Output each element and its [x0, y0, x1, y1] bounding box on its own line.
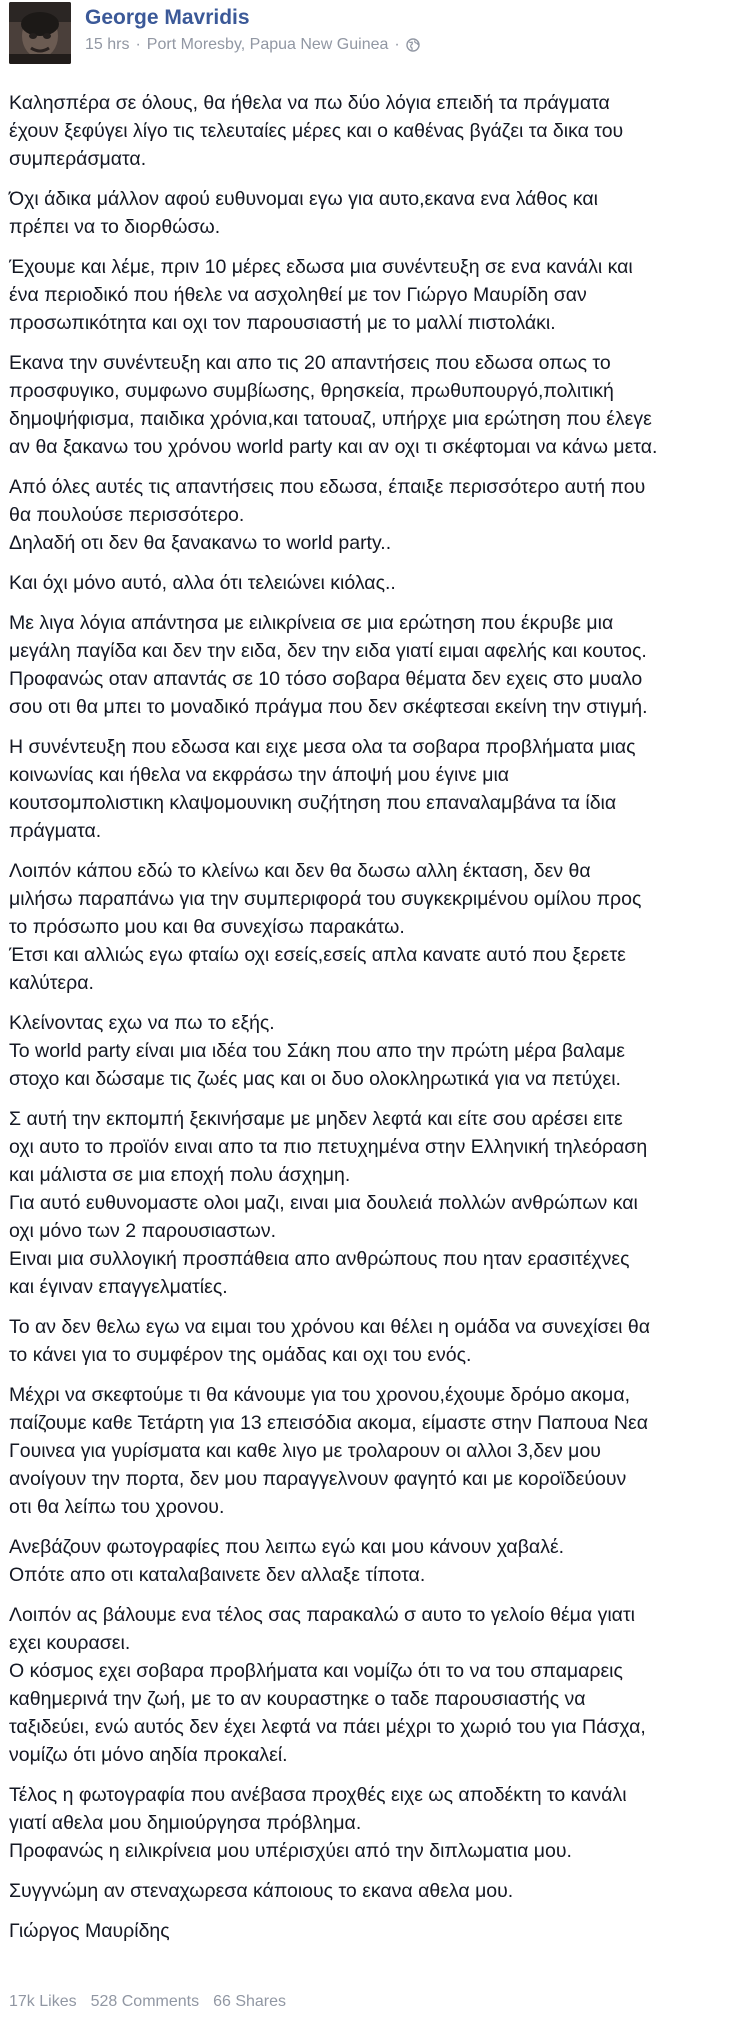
- shares-count[interactable]: 66 Shares: [213, 1993, 287, 2010]
- post-text-line: δημοψήφισμα, παιδικα χρόνια,και τατουαζ, υπήρχε μια ερώτηση που έλεγε: [9, 408, 652, 430]
- post-text-line: Συγγνώμη αν στεναχωρεσα κάποιους το εκανα αθελα μου.: [9, 1880, 514, 1902]
- post-text-line: Το αν δεν θελω εγω να ειμαι του χρόνου και θέλει η ομάδα να συνεχίσει θα: [9, 1316, 651, 1338]
- post-text-line: Μέχρι να σκεφτούμε τι θα κάνουμε για του χρονου,έχουμε δρόμο ακομα,: [9, 1384, 631, 1406]
- post-text-line: Ειναι μια συλλογική προσπάθεια απο ανθρώπους που ηταν ερασιτέχνες: [9, 1248, 630, 1270]
- post-text-line: κοινωνίας και ήθελα να εκφράσω την άποψή μου έγινε μια: [9, 764, 510, 786]
- post-text-line: Όχι άδικα μάλλον αφού ευθυνομαι εγω για αυτο,εκανα ενα λάθος και: [9, 188, 598, 210]
- post-text-line: εχει κουρασει.: [9, 1632, 131, 1654]
- comments-count[interactable]: 528 Comments: [90, 1993, 200, 2010]
- post-paragraph: [9, 1601, 726, 1769]
- post-text-line: Εκανα την συνέντευξη και απο τις 20 απαντήσεις που εδωσα οπως το: [9, 352, 611, 374]
- post-text-line: Γουινεα για γυρίσματα και καθε λιγο με τρολαρουν οι αλλοι 3,δεν μου: [9, 1440, 601, 1462]
- post-text-line: γιατί αθελα μου δημιούργησα πρόβλημα.: [9, 1812, 362, 1834]
- post-text-line: θα πουλούσε περισσότερο.: [9, 504, 245, 526]
- post-paragraph: [9, 733, 726, 845]
- post-paragraph: [9, 1105, 726, 1301]
- post-text-line: Έχουμε και λέμε, πριν 10 μέρες εδωσα μια συνέντευξη σε ενα κανάλι και: [9, 256, 633, 278]
- post-text-line: ανοίγουν την πορτα, δεν μου παραγγελνουν φαγητό και με κοροϊδεύουν: [9, 1468, 627, 1490]
- post-text-line: πρέπει να το διορθώσω.: [9, 216, 221, 238]
- post-paragraph: [9, 1877, 726, 1905]
- post-text-line: Λοιπόν ας βάλουμε ενα τέλος σας παρακαλώ σ αυτο το γελοίο θέμα γιατι: [9, 1604, 635, 1626]
- separator: ·: [394, 36, 400, 53]
- post-body: [9, 89, 726, 1945]
- post-text-line: Ανεβάζουν φωτογραφίες που λειπω εγώ και μου κάνουν χαβαλέ.: [9, 1536, 565, 1558]
- post-text-line: Οπότε απο οτι καταλαβαινετε δεν αλλαξε τίποτα.: [9, 1564, 426, 1586]
- avatar-image: [9, 2, 71, 64]
- post-text-line: Προφανώς οταν απαντάς σε 10 τόσο σοβαρα θέματα δεν εχεις στο μυαλο: [9, 668, 643, 690]
- author-name[interactable]: George Mavridis: [85, 6, 250, 29]
- post-text-line: Για αυτό ευθυνομαστε ολοι μαζι, ειναι μια δουλειά πολλών ανθρώπων και: [9, 1192, 638, 1214]
- post-text-line: Σ αυτή την εκπομπή ξεκινήσαμε με μηδεν λεφτά και είτε σου αρέσει ειτε: [9, 1108, 623, 1130]
- post-stats: [9, 1992, 286, 2012]
- post-text-line: Καλησπέρα σε όλους, θα ήθελα να πω δύο λόγια επειδή τα πράγματα: [9, 92, 610, 114]
- post-text-line: έχουν ξεφύγει λίγο τις τελευταίες μέρες και ο καθένας βγάζει τα δικα του: [9, 120, 624, 142]
- post-text-line: Γιώργος Μαυρίδης: [9, 1920, 170, 1942]
- avatar[interactable]: [9, 2, 71, 64]
- post-text-line: Κλείνοντας εχω να πω το εξής.: [9, 1012, 275, 1034]
- post-paragraph: [9, 1533, 726, 1589]
- post-paragraph: [9, 1381, 726, 1521]
- post-text-line: Δηλαδή οτι δεν θα ξανακανω το world party..: [9, 532, 392, 554]
- post-paragraph: [9, 253, 726, 337]
- post-text-line: ταξιδεύει, ενώ αυτός δεν έχει λεφτά να πάει μέχρι το χωριό του για Πάσχα,: [9, 1716, 646, 1738]
- post-text-line: καθημερινά την ζωή, με το αν κουραστηκε ο ταδε παρουσιαστής να: [9, 1688, 586, 1710]
- post-paragraph: [9, 857, 726, 997]
- post-text-line: προσφυγικο, συμφωνο συμβίωσης, θρησκεία, πρωθυπουργό,πολιτική: [9, 380, 614, 402]
- post-text-line: πράγματα.: [9, 820, 102, 842]
- post-paragraph: [9, 609, 726, 721]
- post-text-line: καλύτερα.: [9, 972, 94, 994]
- post-text-line: συμπεράσματα.: [9, 148, 147, 170]
- post-paragraph: [9, 1781, 726, 1865]
- separator: ·: [135, 36, 141, 53]
- post-text-line: Το world party είναι μια ιδέα του Σάκη που απο την πρώτη μέρα βαλαμε: [9, 1040, 625, 1062]
- globe-icon[interactable]: [406, 38, 420, 52]
- post-text-line: μεγάλη παγίδα και δεν την ειδα, δεν την ειδα γιατί ειμαι αφελής και κουτος.: [9, 640, 647, 662]
- post-text-line: σου οτι θα μπει το μοναδικό πράγμα που δεν σκέφτεσαι εκείνη την στιγμή.: [9, 696, 648, 718]
- post-text-line: ένα περιοδικό που ήθελε να ασχοληθεί με τον Γιώργο Μαυρίδη σαν: [9, 284, 587, 306]
- post-paragraph: [9, 185, 726, 241]
- post-paragraph: [9, 1313, 726, 1369]
- post-subline: [85, 35, 420, 55]
- post-text-line: αν θα ξακανω του χρόνου world party και αν οχι τι σκέφτομαι να κάνω μετα.: [9, 436, 658, 458]
- post-paragraph: [9, 89, 726, 173]
- post-text-line: παίζουμε καθε Τετάρτη για 13 επεισόδια ακομα, είμαστε στην Παπουα Νεα: [9, 1412, 648, 1434]
- post-text-line: και μάλιστα σε μια εποχή πολυ άσχημη.: [9, 1164, 351, 1186]
- post-text-line: το κάνει για το συμφέρον της ομάδας και οχι του ενός.: [9, 1344, 472, 1366]
- post-paragraph: [9, 1009, 726, 1093]
- post-text-line: μιλήσω παραπάνω για την συμπεριφορά του συγκεκριμένου ομίλου προς: [9, 888, 642, 910]
- post-location[interactable]: Port Moresby, Papua New Guinea: [146, 36, 389, 53]
- likes-count[interactable]: 17k Likes: [9, 1993, 77, 2010]
- post-paragraph: [9, 473, 726, 557]
- post-text-line: οχι μόνο των 2 παρουσιαστων.: [9, 1220, 277, 1242]
- post-text-line: νομίζω ότι μόνο αηδία προκαλεί.: [9, 1744, 288, 1766]
- post-text-line: οχι αυτο το προϊόν ειναι απο τα πιο πετυχημένα στην Ελληνική τηλεόραση: [9, 1136, 648, 1158]
- post-text-line: Και όχι μόνο αυτό, αλλα ότι τελειώνει κιόλας..: [9, 572, 396, 594]
- post-text-line: οτι θα λείπω του χρονου.: [9, 1496, 225, 1518]
- post-timestamp[interactable]: 15 hrs: [85, 36, 130, 53]
- post-text-line: Έτσι και αλλιώς εγω φταίω οχι εσείς,εσείς απλα κανατε αυτό που ξερετε: [9, 944, 626, 966]
- post-text-line: το πρόσωπο μου και θα συνεχίσω παρακάτω.: [9, 916, 405, 938]
- post-header: [9, 0, 726, 75]
- post-paragraph: [9, 1917, 726, 1945]
- post-text-line: Η συνέντευξη που εδωσα και ειχε μεσα ολα τα σοβαρα προβλήματα μιας: [9, 736, 636, 758]
- post-text-line: προσωπικότητα και οχι τον παρουσιαστή με το μαλλί πιστολάκι.: [9, 312, 556, 334]
- post-text-line: Λοιπόν κάπου εδώ το κλείνω και δεν θα δωσω αλλη έκταση, δεν θα: [9, 860, 591, 882]
- post-text-line: Με λιγα λόγια απάντησα με ειλικρίνεια σε μια ερώτηση που έκρυβε μια: [9, 612, 614, 634]
- post-text-line: Τέλος η φωτογραφία που ανέβασα προχθές ειχε ως αποδέκτη το κανάλι: [9, 1784, 627, 1806]
- post-text-line: Από όλες αυτές τις απαντήσεις που εδωσα, έπαιξε περισσότερο αυτή που: [9, 476, 646, 498]
- post-text-line: Προφανώς η ειλικρίνεια μου υπέρισχύει από την διπλωματια μου.: [9, 1840, 572, 1862]
- post-text-line: στοχο και δώσαμε τις ζωές μας και οι δυο ολοκληρωτικά για να πετύχει.: [9, 1068, 621, 1090]
- post-paragraph: [9, 569, 726, 597]
- post-text-line: και έγιναν επαγγελματίες.: [9, 1276, 228, 1298]
- post-text-line: Ο κόσμος εχει σοβαρα προβλήματα και νομίζω ότι το να του σπαμαρεις: [9, 1660, 623, 1682]
- post-meta: [85, 2, 420, 55]
- post-paragraph: [9, 349, 726, 461]
- post-text-line: κουτσομπολιστικη κλαψομουνικη συζήτηση που επαναλαμβάνα τα ίδια: [9, 792, 617, 814]
